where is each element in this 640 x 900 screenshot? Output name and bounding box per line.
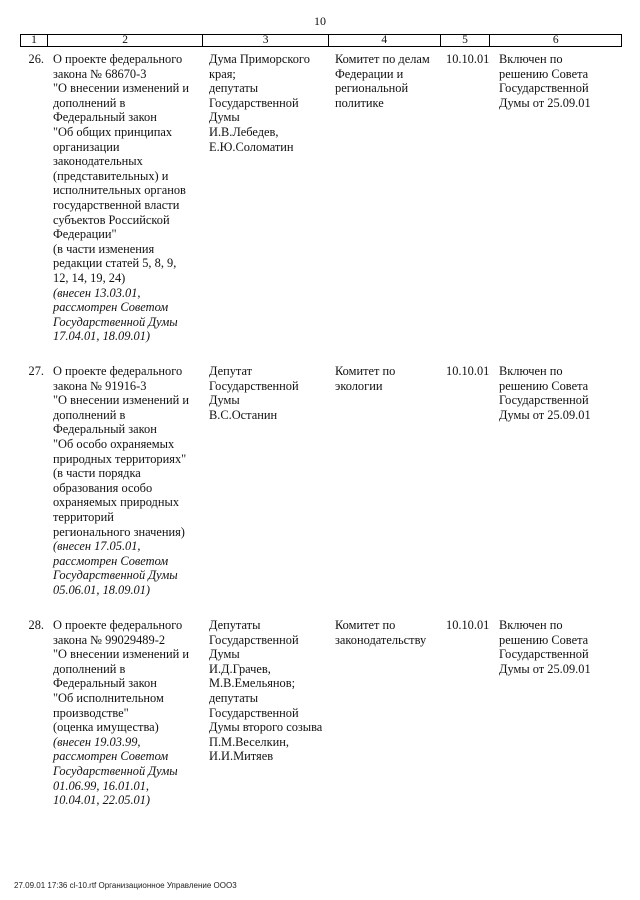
- committee-line: Комитет по: [335, 618, 396, 632]
- title-line: "Об общих принципах: [53, 124, 173, 139]
- table-row: [20, 52, 622, 344]
- author-line: И.И.Митяев: [209, 749, 274, 764]
- date-cell: 10.10.01: [446, 52, 490, 66]
- title-line: О проекте федерального: [53, 618, 183, 632]
- note-line: рассмотрен Советом: [53, 553, 169, 568]
- date-cell: 10.10.01: [446, 618, 490, 632]
- status-cell: [491, 364, 622, 598]
- status-line: Включен по: [499, 618, 563, 632]
- title-line: "Об исполнительном: [53, 690, 164, 705]
- title-line: государственной власти: [53, 197, 180, 212]
- column-header-5: 5: [441, 35, 491, 46]
- title-line: О проекте федерального: [53, 52, 183, 66]
- status-line: Думы от 25.09.01: [499, 95, 591, 110]
- author-line: Е.Ю.Соломатин: [209, 139, 294, 154]
- note-line: Государственной Думы: [53, 568, 178, 583]
- status-line: решению Совета: [499, 378, 589, 393]
- table-row: [20, 618, 622, 808]
- title-line: законодательных: [53, 154, 143, 169]
- title-line: охраняемых природных: [53, 495, 180, 510]
- author-line: П.М.Веселкин,: [209, 734, 289, 749]
- title-line: дополнений в: [53, 407, 126, 422]
- title-line: (представительных) и: [53, 168, 169, 183]
- table-column-header-row: [20, 34, 622, 47]
- title-line: Федеральный закон: [53, 110, 157, 125]
- title-line: природных территориях": [53, 451, 187, 466]
- author-line: Думы: [209, 393, 240, 408]
- committee-cell: [329, 364, 441, 598]
- date-cell: 10.10.01: [446, 364, 490, 378]
- title-line: Федеральный закон: [53, 676, 157, 691]
- title-line: регионального значения): [53, 524, 185, 539]
- author-line: В.С.Останин: [209, 407, 278, 422]
- table-row: [20, 364, 622, 598]
- author-line: Думы: [209, 110, 240, 125]
- author-line: Думы: [209, 647, 240, 662]
- author-line: Депутаты: [209, 618, 261, 632]
- title-line: редакции статей 5, 8, 9,: [53, 256, 177, 271]
- author-line: Дума Приморского: [209, 52, 310, 66]
- bill-description-cell: [47, 52, 203, 344]
- note-line: Государственной Думы: [53, 314, 178, 329]
- title-line: 12, 14, 19, 24): [53, 270, 126, 285]
- status-cell: [491, 618, 622, 808]
- title-line: "О внесении изменений и: [53, 81, 189, 96]
- author-line: Депутат: [209, 364, 253, 378]
- title-line: закона № 91916-3: [53, 378, 147, 393]
- note-line: (внесен 13.03.01,: [53, 285, 141, 300]
- title-line: (в части порядка: [53, 466, 141, 481]
- column-header-3: 3: [203, 35, 329, 46]
- title-line: Федерации": [53, 227, 117, 242]
- page-footer: 27.09.01 17:36 cl-10.rtf Организационное Управление ООО3: [14, 881, 237, 890]
- note-line: Государственной Думы: [53, 763, 178, 778]
- status-line: Думы от 25.09.01: [499, 407, 591, 422]
- title-line: "О внесении изменений и: [53, 393, 189, 408]
- title-line: "О внесении изменений и: [53, 647, 189, 662]
- status-cell: [491, 52, 622, 344]
- title-line: исполнительных органов: [53, 183, 186, 198]
- note-line: рассмотрен Советом: [53, 300, 169, 315]
- committee-line: политике: [335, 95, 384, 110]
- note-line: 17.04.01, 18.09.01): [53, 329, 151, 344]
- committee-line: Комитет по: [335, 364, 396, 378]
- author-line: М.В.Емельянов;: [209, 676, 296, 691]
- title-line: дополнений в: [53, 661, 126, 676]
- author-line: депутаты: [209, 690, 259, 705]
- title-line: территорий: [53, 509, 114, 524]
- author-cell: [203, 52, 329, 344]
- note-line: рассмотрен Советом: [53, 749, 169, 764]
- committee-line: экологии: [335, 378, 383, 393]
- note-line: (внесен 19.03.99,: [53, 734, 141, 749]
- row-number: 26.: [28, 52, 44, 66]
- title-line: организации: [53, 139, 120, 154]
- title-line: Федеральный закон: [53, 422, 157, 437]
- author-line: Думы второго созыва: [209, 720, 323, 735]
- committee-line: региональной: [335, 81, 409, 96]
- title-line: закона № 99029489-2: [53, 632, 166, 647]
- column-header-1: 1: [21, 35, 48, 46]
- committee-line: законодательству: [335, 632, 427, 647]
- author-line: Государственной: [209, 378, 299, 393]
- bill-description-cell: [47, 364, 203, 598]
- status-line: Государственной: [499, 81, 589, 96]
- title-line: "Об особо охраняемых: [53, 436, 175, 451]
- page-number: 10: [314, 14, 326, 28]
- status-line: решению Совета: [499, 632, 589, 647]
- status-line: Включен по: [499, 52, 563, 66]
- committee-cell: [329, 618, 441, 808]
- author-line: депутаты: [209, 81, 259, 96]
- author-cell: [203, 618, 329, 808]
- title-line: дополнений в: [53, 95, 126, 110]
- column-header-6: 6: [552, 34, 559, 46]
- note-line: 05.06.01, 18.09.01): [53, 582, 151, 597]
- title-line: (оценка имущества): [53, 720, 159, 735]
- title-line: образования особо: [53, 480, 153, 495]
- status-line: Государственной: [499, 393, 589, 408]
- committee-cell: [329, 52, 441, 344]
- author-line: И.Д.Грачев,: [209, 661, 271, 676]
- note-line: 10.04.01, 22.05.01): [53, 793, 151, 808]
- column-header-4: 4: [329, 35, 441, 46]
- status-line: решению Совета: [499, 66, 589, 81]
- title-line: субъектов Российской: [53, 212, 170, 227]
- author-line: Государственной: [209, 95, 299, 110]
- committee-line: Комитет по делам: [335, 52, 430, 66]
- author-line: Государственной: [209, 632, 299, 647]
- note-line: (внесен 17.05.01,: [53, 539, 141, 554]
- title-line: закона № 68670-3: [53, 66, 147, 81]
- note-line: 01.06.99, 16.01.01,: [53, 778, 150, 793]
- author-line: И.В.Лебедев,: [209, 124, 279, 139]
- column-header-2: 2: [48, 35, 203, 46]
- author-cell: [203, 364, 329, 598]
- status-line: Включен по: [499, 364, 563, 378]
- bill-description-cell: [47, 618, 203, 808]
- row-number: 27.: [28, 364, 44, 378]
- title-line: О проекте федерального: [53, 364, 183, 378]
- title-line: (в части изменения: [53, 241, 155, 256]
- status-line: Государственной: [499, 647, 589, 662]
- committee-line: Федерации и: [335, 66, 404, 81]
- title-line: производстве": [53, 705, 129, 720]
- status-line: Думы от 25.09.01: [499, 661, 591, 676]
- row-number: 28.: [28, 618, 44, 632]
- author-line: края;: [209, 66, 236, 81]
- author-line: Государственной: [209, 705, 299, 720]
